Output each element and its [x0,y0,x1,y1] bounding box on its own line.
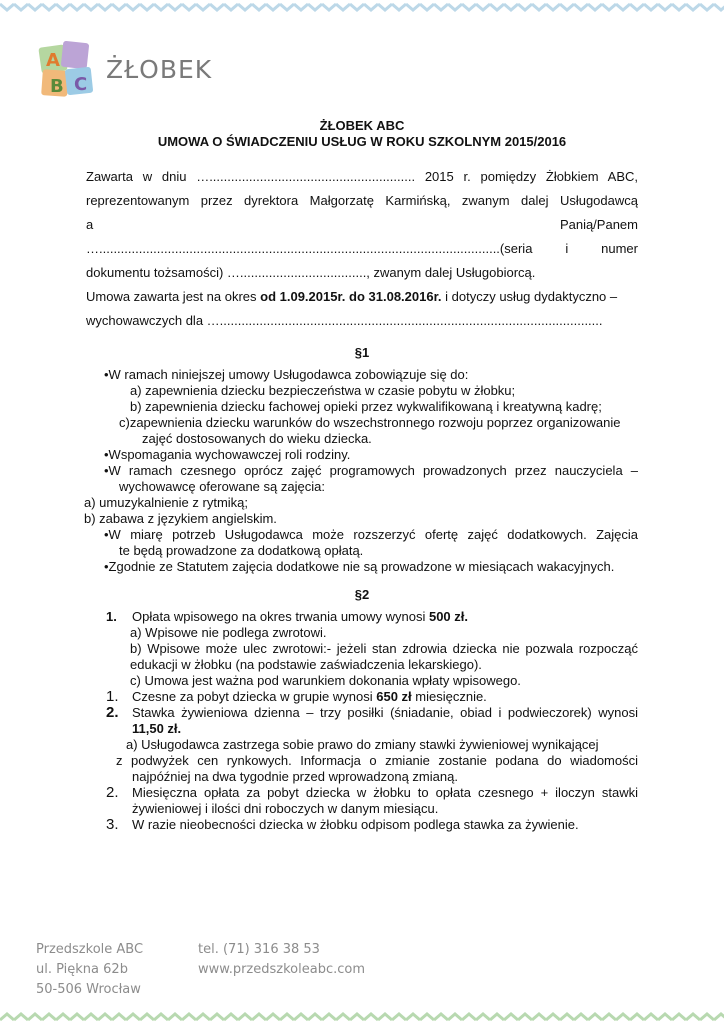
footer-contact [198,940,365,980]
intro-word: Panią/Panem [559,217,638,232]
list-item: b) Wpisowe może ulec zwrotowi:- jeżeli stan zdrowia dziecka nie pozwala rozpocząć [130,641,638,656]
section-1-heading: §1 [354,345,370,360]
bullet-item: •Wspomagania wychowawczej roli rodziny. [104,447,351,462]
intro-line: dokumentu tożsamości) …..................................., zwanym dalej Usługobiorcą. [86,265,536,280]
list-item: a) Usługodawca zastrzega sobie prawo do zmiany stawki żywieniowej wynikającej [126,737,599,752]
bullet-item: •Zgodnie ze Statutem zajęcia dodatkowe nie są prowadzone w miesiącach wakacyjnych. [104,559,615,574]
bullet-item: wychowawcę oferowane są zajęcia: [119,479,325,494]
numbered-item [86,705,638,721]
item-number: 2. [106,784,119,801]
list-item: a) zapewnienia dziecku bezpieczeństwa w czasie pobytu w żłobku; [130,383,516,398]
bullet-item: te będą prowadzone za dodatkową opłatą. [119,543,364,558]
list-item: z podwyżek cen rynkowych. Informacja o zmianie zostanie podana do wiadomości [116,753,638,768]
item-text: W razie nieobecności dziecka w żłobku odpisom podlega stawka za żywienie. [132,817,579,832]
list-item: b) zabawa z językiem angielskim. [84,511,277,526]
intro-word: a [86,217,94,232]
logo-letter-a: A [46,50,60,71]
list-item: c)zapewnienia dziecku warunków do wszechstronnego rozwoju poprzez organizowanie [119,415,621,430]
intro-word: numer [601,241,638,256]
numbered-item [86,689,638,705]
logo-letter-c: C [74,74,88,95]
numbered-item [86,817,638,833]
footer-line: ul. Piękna 62b [36,962,128,977]
contract-period: od 1.09.2015r. do 31.08.2016r. [260,289,442,304]
list-item: żywieniowej i ilości dni roboczych w danym miesiącu. [132,801,439,816]
intro-line [86,285,638,309]
numbered-item [86,609,638,625]
intro-line: wychowawczych dla ….......................................................................................................... [86,313,603,328]
intro-line: Zawarta w dniu …......................................................... 2015 r. pomiędzy Żłobkiem ABC, [86,169,638,184]
list-item: a) umuzykalnienie z rytmiką; [84,495,248,510]
list-item: zajęć dostosowanych do wieku dziecka. [142,431,372,446]
bullet-item: •W ramach czesnego oprócz zajęć programowych prowadzonych przez nauczyciela – [104,463,638,478]
intro-text: Umowa zawarta jest na okres [86,289,261,304]
bullet-item: •W miarę potrzeb Usługodawca może rozszerzyć ofertę zajęć dodatkowych. Zajęcia [104,527,638,542]
list-item: najpóźniej na dwa tygodnie przed wprowadzoną zmianą. [132,769,458,784]
intro-text: i dotyczy usług dydaktyczno – [441,289,618,304]
list-item: c) Umowa jest ważna pod warunkiem dokonania wpłaty wpisowego. [130,673,521,688]
item-number: 1. [106,688,119,705]
logo-letter-b: B [50,76,64,97]
item-text: Czesne za pobyt dziecka w grupie wynosi [132,689,377,704]
fee-amount: 11,50 zł. [132,721,182,736]
bullet-item: •W ramach niniejszej umowy Usługodawca zobowiązuje się do: [104,367,469,382]
brand-name: ŻŁOBEK [106,54,213,84]
fee-amount: 650 zł [376,689,412,704]
intro-word: …...............................................................................................................(seria [86,241,533,256]
bottom-zigzag-border [0,1010,724,1024]
item-number: 2. [106,704,119,721]
item-text: miesięcznie. [411,689,487,704]
intro-line [86,237,638,261]
abc-blocks-logo-icon [36,36,102,102]
footer-website[interactable]: www.przedszkoleabc.com [198,962,365,977]
footer-line: Przedszkole ABC [36,942,144,957]
intro-word: i [565,241,569,256]
item-text: Stawka żywieniowa dzienna – trzy posiłki (śniadanie, obiad i podwieczorek) wynosi [132,705,638,720]
doc-subtitle: UMOWA O ŚWIADCZENIU USŁUG W ROKU SZKOLNYM 2015/2016 [157,134,567,149]
section-1 [86,367,638,575]
footer-phone: tel. (71) 316 38 53 [198,942,320,957]
section-2 [86,609,638,833]
list-item: a) Wpisowe nie podlega zwrotowi. [130,625,327,640]
fee-amount: 500 zł. [428,609,468,624]
section-2-heading: §2 [354,587,370,602]
intro-paragraph [86,165,638,333]
numbered-item [86,785,638,801]
list-item: edukacji w żłobku (na podstawie zaświadczenia lekarskiego). [130,657,482,672]
item-number: 3. [106,816,119,833]
item-text: Miesięczna opłata za pobyt dziecka w żłobku to opłata czesnego + iloczyn stawki [132,785,638,800]
top-zigzag-border [0,0,724,14]
footer-address [36,940,143,1000]
list-item: b) zapewnienia dziecku fachowej opieki przez wykwalifikowaną i kreatywną kadrę; [130,399,602,414]
footer-line: 50-506 Wrocław [36,982,141,997]
doc-title: ŻŁOBEK ABC [319,118,405,133]
contract-document [86,118,638,833]
intro-line: reprezentowanym przez dyrektora Małgorzatę Karmińską, zwanym dalej Usługodawcą [86,193,638,208]
intro-line [86,213,638,237]
item-number: 1. [106,609,117,624]
logo [36,36,212,102]
item-text: Opłata wpisowego na okres trwania umowy wynosi [132,609,429,624]
